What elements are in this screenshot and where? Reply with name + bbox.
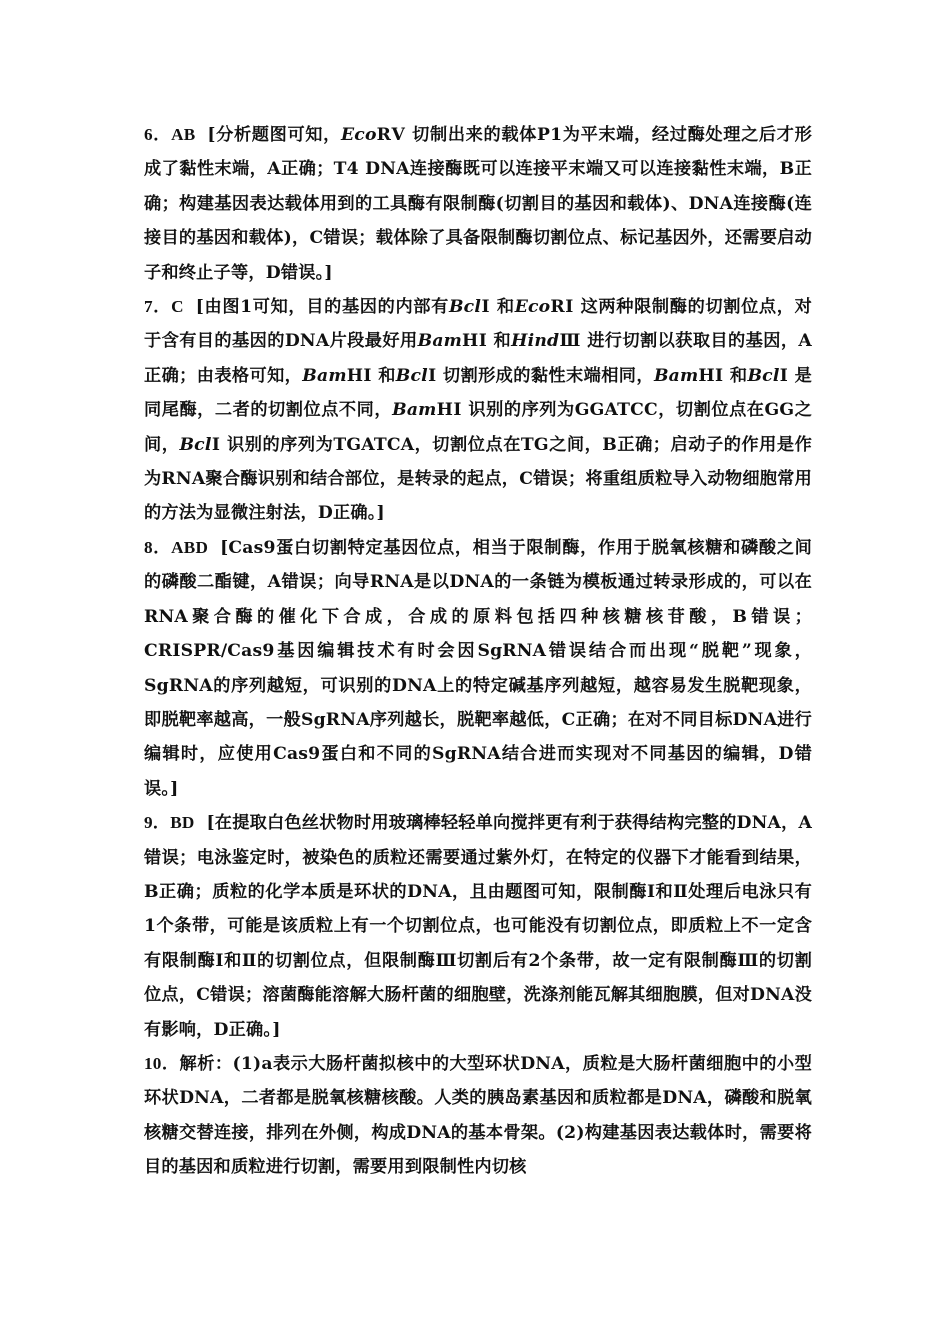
answer-key: BD xyxy=(170,813,195,833)
explanation-text: (1)a表示大肠杆菌拟核中的大型环状DNA，质粒是大肠杆菌细胞中的小型环状DNA，二者都是脱氧核糖核酸。人类的胰岛素基因和质粒都是DNA，磷酸和脱氧核糖交替连接，排列在外侧，构成DNA的基本骨架。(2)构建基因表达载体时，需要将目的基因和质粒进行切割，需要用到限制性内切核 xyxy=(144,1053,812,1178)
answer-key: AB xyxy=(171,125,196,144)
explanation-text: Ⅰ 和 xyxy=(481,297,515,318)
enzyme-name-italic: Bcl xyxy=(747,365,780,386)
answer-number: 7． xyxy=(144,297,172,317)
explanation-text: Ⅰ 识别的序列为TGATCA，切割位点在TG之间，B正确；启动子的作用是作为RNA聚合酶识别和结合部位，是转录的起点，C错误；将重组质粒导入动物细胞常用的方法为显微注射法，D正确。] xyxy=(144,434,812,524)
enzyme-name-italic: Eco xyxy=(340,125,377,145)
answer-number: 8． xyxy=(144,537,172,557)
enzyme-name-italic: Bam xyxy=(302,365,347,386)
answer-key: C xyxy=(171,297,184,317)
answer-9 xyxy=(144,806,812,1047)
explanation-text: HⅠ 识别的序列为GGATCC，切割位点在GG之间， xyxy=(144,400,812,455)
explanation-text: Ⅰ 切割形成的黏性末端相同， xyxy=(427,365,654,386)
explanation-text: [在提取白色丝状物时用玻璃棒轻轻单向搅拌更有利于获得结构完整的DNA，A错误；电泳鉴定时，被染色的质粒还需要通过紫外灯，在特定的仪器下才能看到结果，B正确；质粒的化学本质是环状的DNA，且由题图可知，限制酶Ⅰ和Ⅱ处理后电泳只有1个条带，可能是该质粒上有一个切割位点，也可能没有切割位点，即质粒上不一定含有限制酶Ⅰ和Ⅱ的切割位点，但限制酶Ⅲ切割后有2个条带，故一定有限制酶Ⅲ的切割位点，C错误；溶菌酶能溶解大肠杆菌的细胞壁，洗涤剂能瓦解其细胞膜，但对DNA没有影响，D正确。] xyxy=(144,813,812,1040)
answer-label: 解析： xyxy=(179,1053,233,1074)
answer-number: 10． xyxy=(144,1053,180,1073)
explanation-text: RⅤ 切制出来的载体P1为平末端，经过酶处理之后才形成了黏性末端，A正确；T4 DNA连接酶既可以连接平末端又可以连接黏性末端，B正确；构建基因表达载体用到的工具酶有限制酶(切割目的基因和载体)、DNA连接酶(连接目的基因和载体)，C错误；载体除了具备限制酶切割位点、标记基因外，还需要启动子和终止子等，D错误。] xyxy=(144,125,812,283)
explanation-text: RⅠ 这两种限制酶的切割位点，对于含有目的基因的DNA片段最好用 xyxy=(144,297,812,352)
answer-10 xyxy=(144,1047,812,1185)
explanation-text: [Cas9蛋白切割特定基因位点，相当于限制酶，作用于脱氧核糖和磷酸之间的磷酸二酯键，A错误；向导RNA是以DNA的一条链为模板通过转录形成的，可以在RNA聚合酶的催化下合成，合成的原料包括四种核糖核苷酸，B错误；CRISPR/Cas9基因编辑技术有时会因SgRNA错误结合而出现“脱靶”现象，SgRNA的序列越短，可识别的DNA上的特定碱基序列越短，越容易发生脱靶现象，即脱靶率越高，一般SgRNA序列越长，脱靶率越低，C正确；在对不同目标DNA进行编辑时，应使用Cas9蛋白和不同的SgRNA结合进而实现对不同基因的编辑，D错误。] xyxy=(144,537,812,799)
enzyme-name-italic: Bam xyxy=(392,400,437,421)
answer-8 xyxy=(144,531,812,806)
explanation-text: HⅠ 和 xyxy=(346,365,396,386)
answer-6 xyxy=(144,118,812,290)
answer-number: 6． xyxy=(144,125,172,144)
answer-key: ABD xyxy=(171,537,209,557)
answer-page xyxy=(144,118,812,1185)
enzyme-name-italic: Bcl xyxy=(179,434,212,455)
explanation-text: [由图1可知，目的基因的内部有 xyxy=(195,297,449,318)
enzyme-name-italic: Bam xyxy=(417,331,463,352)
explanation-text: Ⅰ 是同尾酶，二者的切割位点不同， xyxy=(144,365,812,421)
enzyme-name-italic: Hind xyxy=(511,331,560,352)
explanation-text: Ⅲ 进行切割以获取目的基因，A正确；由表格可知， xyxy=(144,331,812,386)
explanation-text: HⅠ 和 xyxy=(698,365,748,386)
enzyme-name-italic: Bam xyxy=(653,365,699,386)
enzyme-name-italic: Eco xyxy=(514,297,551,318)
enzyme-name-italic: Bcl xyxy=(395,365,428,386)
explanation-text: [分析题图可知， xyxy=(207,125,341,145)
answer-number: 9． xyxy=(144,813,171,833)
explanation-text: HⅠ 和 xyxy=(462,331,512,352)
enzyme-name-italic: Bcl xyxy=(448,297,482,318)
answer-7 xyxy=(144,290,812,531)
